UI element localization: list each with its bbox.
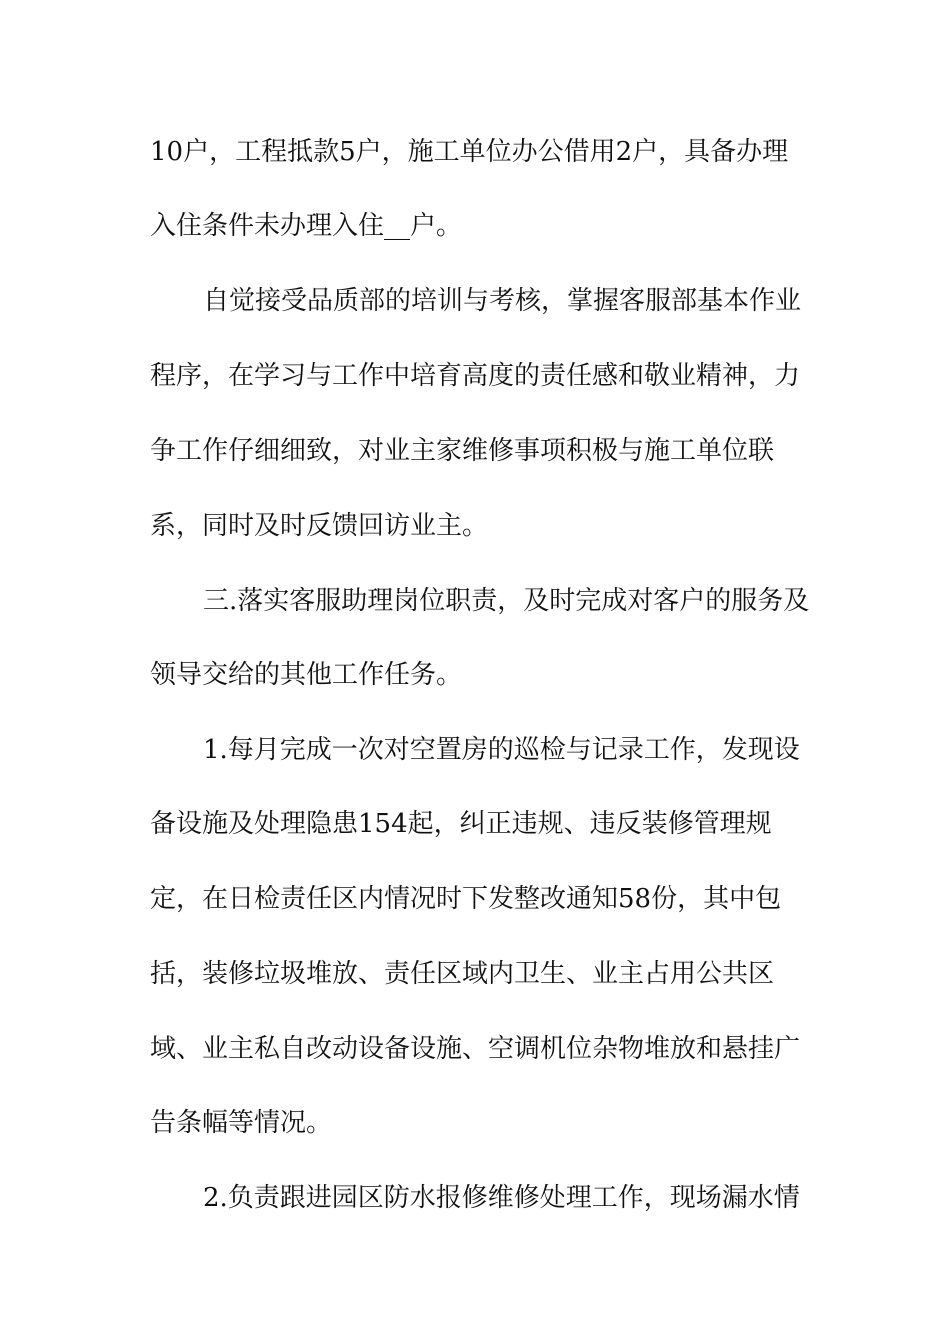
- paragraph-first-line: 自觉接受品质部的培训与考核，掌握客服部基本作业: [203, 286, 802, 316]
- text-line: 定，在日检责任区内情况时下发整改通知58份，其中包: [150, 884, 782, 914]
- text-line: 程序，在学习与工作中培育高度的责任感和敬业精神，力: [150, 361, 801, 391]
- text-line: 域、业主私自改动设备设施、空调机位杂物堆放和悬挂广: [150, 1034, 801, 1064]
- text-line: 告条幅等情况。: [150, 1108, 333, 1138]
- list-item-first-line: 1.每月完成一次对空置房的巡检与记录工作，发现设: [203, 735, 800, 765]
- text-line: 括，装修垃圾堆放、责任区域内卫生、业主占用公共区: [150, 959, 775, 989]
- text-line: 系，同时及时反馈回访业主。: [150, 511, 489, 541]
- list-item-first-line: 2.负责跟进园区防水报修维修处理工作，现场漏水情: [203, 1183, 800, 1213]
- text-line: 领导交给的其他工作任务。: [150, 660, 463, 690]
- text-line: 备设施及处理隐患154起，纠正违规、违反装修管理规: [150, 809, 772, 839]
- section-heading-line: 三.落实客服助理岗位职责，及时完成对客户的服务及: [203, 586, 810, 616]
- text-line: 争工作仔细细致，对业主家维修事项积极与施工单位联: [150, 436, 775, 466]
- text-line: 入住条件未办理入住__户。: [150, 211, 463, 241]
- text-line: 10户，工程抵款5户，施工单位办公借用2户，具备办理: [150, 137, 789, 167]
